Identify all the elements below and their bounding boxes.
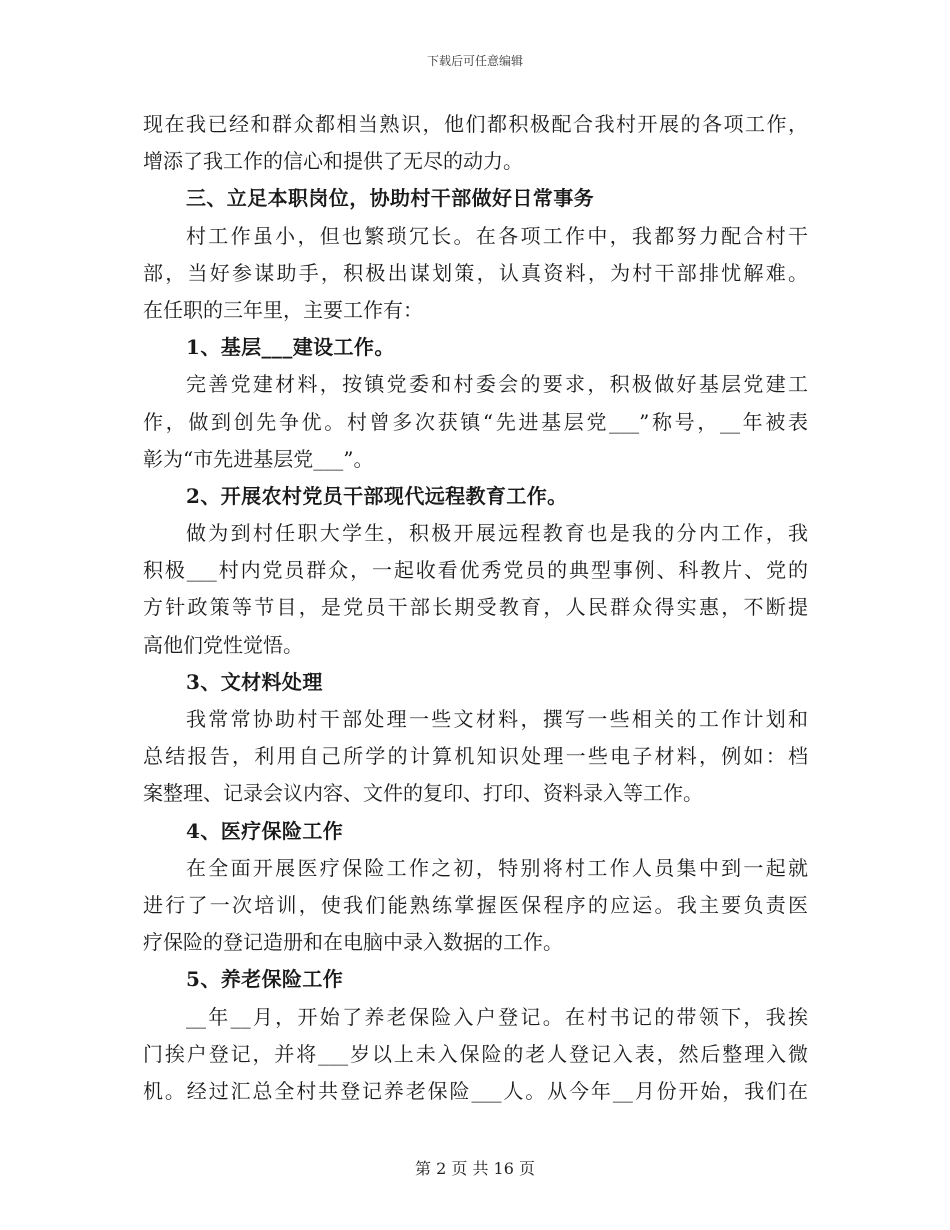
paragraph-line: 门挨户登记，并将___岁以上未入保险的老人登记入表，然后整理入微 bbox=[143, 1041, 808, 1066]
section-heading: 5、养老保险工作 bbox=[186, 967, 344, 992]
paragraph-line: 在全面开展医疗保险工作之初，特别将村工作人员集中到一起就 bbox=[186, 855, 808, 880]
paragraph-line: 高他们党性觉悟。 bbox=[143, 632, 303, 657]
section-heading: 4、医疗保险工作 bbox=[186, 818, 344, 843]
page-footer: 第 2 页 共 16 页 bbox=[415, 1159, 535, 1178]
paragraph-line: 总结报告，利用自己所学的计算机知识处理一些电子材料，例如：档 bbox=[143, 744, 808, 769]
paragraph-line: __年__月，开始了养老保险入户登记。在村书记的带领下，我挨 bbox=[186, 1004, 808, 1029]
paragraph-line: 积极___村内党员群众，一起收看优秀党员的典型事例、科教片、党的 bbox=[143, 558, 808, 583]
paragraph-line: 方针政策等节目，是党员干部长期受教育，人民群众得实惠，不断提 bbox=[143, 595, 808, 620]
paragraph-line: 案整理、记录会议内容、文件的复印、打印、资料录入等工作。 bbox=[143, 781, 703, 806]
paragraph-line: 作，做到创先争优。村曾多次获镇“先进基层党___”称号，__年被表 bbox=[143, 409, 808, 434]
paragraph-line: 在任职的三年里，主要工作有： bbox=[143, 297, 423, 322]
paragraph-line: 进行了一次培训，使我们能熟练掌握医保程序的应运。我主要负责医 bbox=[143, 892, 808, 917]
paragraph-line: 机。经过汇总全村共登记养老保险___人。从今年__月份开始，我们在 bbox=[143, 1078, 808, 1103]
paragraph-line: 增添了我工作的信心和提供了无尽的动力。 bbox=[143, 149, 523, 174]
paragraph-line: 彰为“市先进基层党___”。 bbox=[143, 446, 374, 471]
page-header: 下载后可任意编辑 bbox=[426, 54, 523, 68]
paragraph-line: 部，当好参谋助手，积极出谋划策，认真资料，为村干部排忧解难。 bbox=[143, 260, 808, 285]
paragraph-line: 我常常协助村干部处理一些文材料，撰写一些相关的工作计划和 bbox=[186, 707, 808, 731]
document-body bbox=[143, 106, 808, 1110]
paragraph-line: 疗保险的登记造册和在电脑中录入数据的工作。 bbox=[143, 930, 563, 955]
section-heading: 1、基层___建设工作。 bbox=[186, 335, 395, 360]
section-heading: 三、立足本职岗位，协助村干部做好日常事务 bbox=[186, 186, 594, 211]
paragraph-line: 现在我已经和群众都相当熟识，他们都积极配合我村开展的各项工作， bbox=[143, 112, 808, 136]
paragraph-line: 村工作虽小，但也繁琐冗长。在各项工作中，我都努力配合村干 bbox=[186, 223, 808, 248]
paragraph-line: 完善党建材料，按镇党委和村委会的要求，积极做好基层党建工 bbox=[186, 372, 808, 397]
paragraph-line: 做为到村任职大学生，积极开展远程教育也是我的分内工作，我 bbox=[186, 521, 808, 546]
section-heading: 2、开展农村党员干部现代远程教育工作。 bbox=[186, 483, 568, 508]
section-heading: 3、文材料处理 bbox=[186, 669, 323, 694]
